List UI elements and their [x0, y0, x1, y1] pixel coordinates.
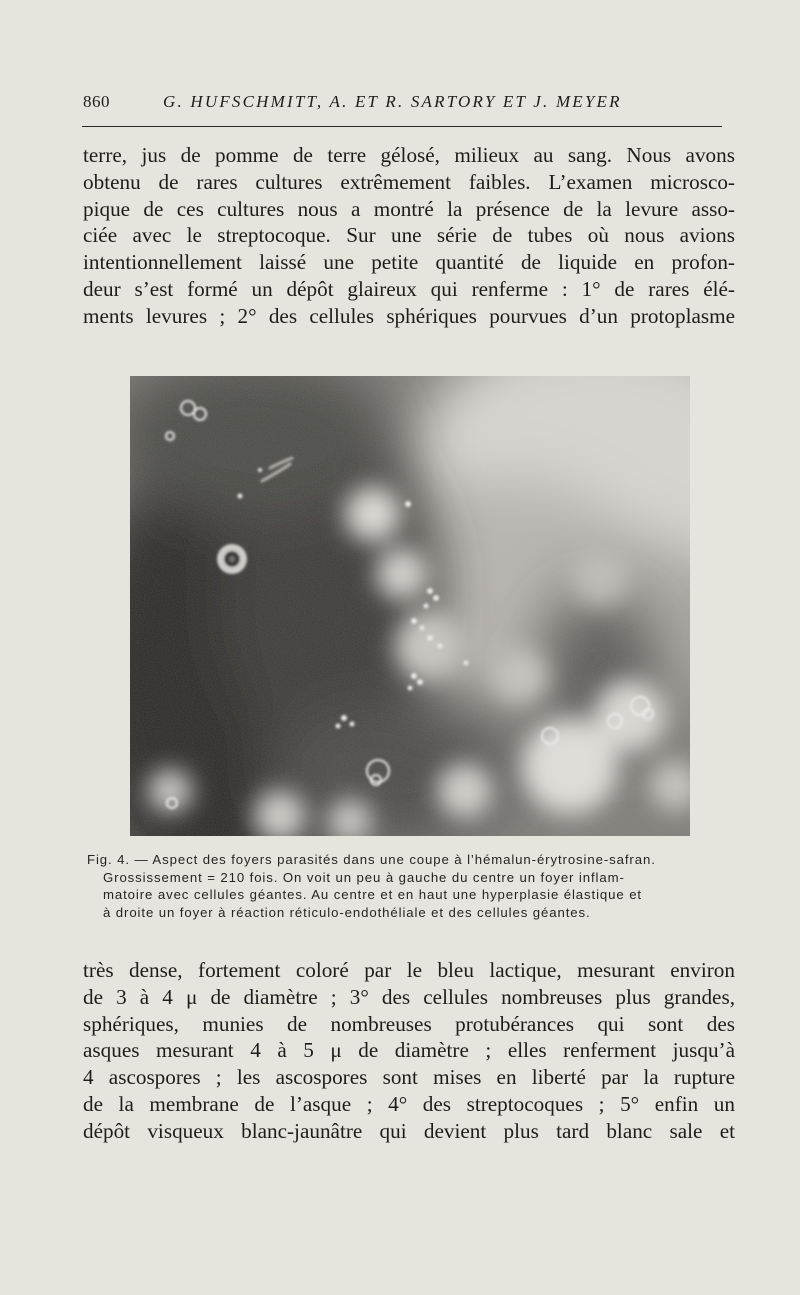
text-line: asques mesurant 4 à 5 μ de diamètre ; elles renferment jusqu’à — [83, 1038, 735, 1063]
text-line: très dense, fortement coloré par le bleu lactique, mesurant environ — [83, 958, 735, 982]
text-line: de la membrane de l’asque ; 4° des streptocoques ; 5° enfin un — [83, 1091, 735, 1116]
micrograph-figure — [130, 376, 690, 836]
page-number: 860 — [83, 92, 110, 111]
caption-line: matoire avec cellules géantes. Au centre et en haut une hyperplasie élastique et — [103, 887, 642, 903]
caption-line: Grossissement = 210 fois. On voit un peu à gauche du centre un foyer inflam- — [103, 869, 625, 885]
caption-line: à droite un foyer à réaction réticulo-endothéliale et des cellules géantes. — [103, 904, 591, 920]
header-rule — [82, 126, 722, 127]
text-line: terre, jus de pomme de terre gélosé, milieux au sang. Nous avons — [83, 143, 735, 167]
running-header — [83, 92, 723, 118]
body-text-bottom — [83, 957, 735, 1145]
text-line: ments levures ; 2° des cellules sphériques pourvues d’un protoplasme — [83, 303, 735, 328]
figure-caption — [87, 851, 725, 921]
text-line: pique de ces cultures nous a montré la présence de la levure asso- — [83, 196, 735, 221]
text-line: sphériques, munies de nombreuses protubérances qui sont des — [83, 1011, 735, 1036]
text-line: dépôt visqueux blanc-jaunâtre qui devient plus tard blanc sale et — [83, 1118, 735, 1143]
text-line: deur s’est formé un dépôt glaireux qui renferme : 1° de rares élé- — [83, 276, 735, 301]
running-title: G. HUFSCHMITT, A. ET R. SARTORY ET J. MEYER — [163, 92, 622, 111]
text-line: 4 ascospores ; les ascospores sont mises en liberté par la rupture — [83, 1065, 735, 1090]
text-line: intentionnellement laissé une petite quantité de liquide en profon- — [83, 250, 735, 275]
caption-line: Fig. 4. — Aspect des foyers parasités dans une coupe à l’hémalun-érytrosine-safran. — [87, 852, 656, 867]
text-line: de 3 à 4 μ de diamètre ; 3° des cellules nombreuses plus grandes, — [83, 984, 735, 1009]
micrograph-image — [130, 376, 690, 836]
body-text-top — [83, 142, 735, 330]
text-line: ciée avec le streptocoque. Sur une série de tubes où nous avions — [83, 223, 735, 248]
text-line: obtenu de rares cultures extrêmement faibles. L’examen microsco- — [83, 169, 735, 194]
